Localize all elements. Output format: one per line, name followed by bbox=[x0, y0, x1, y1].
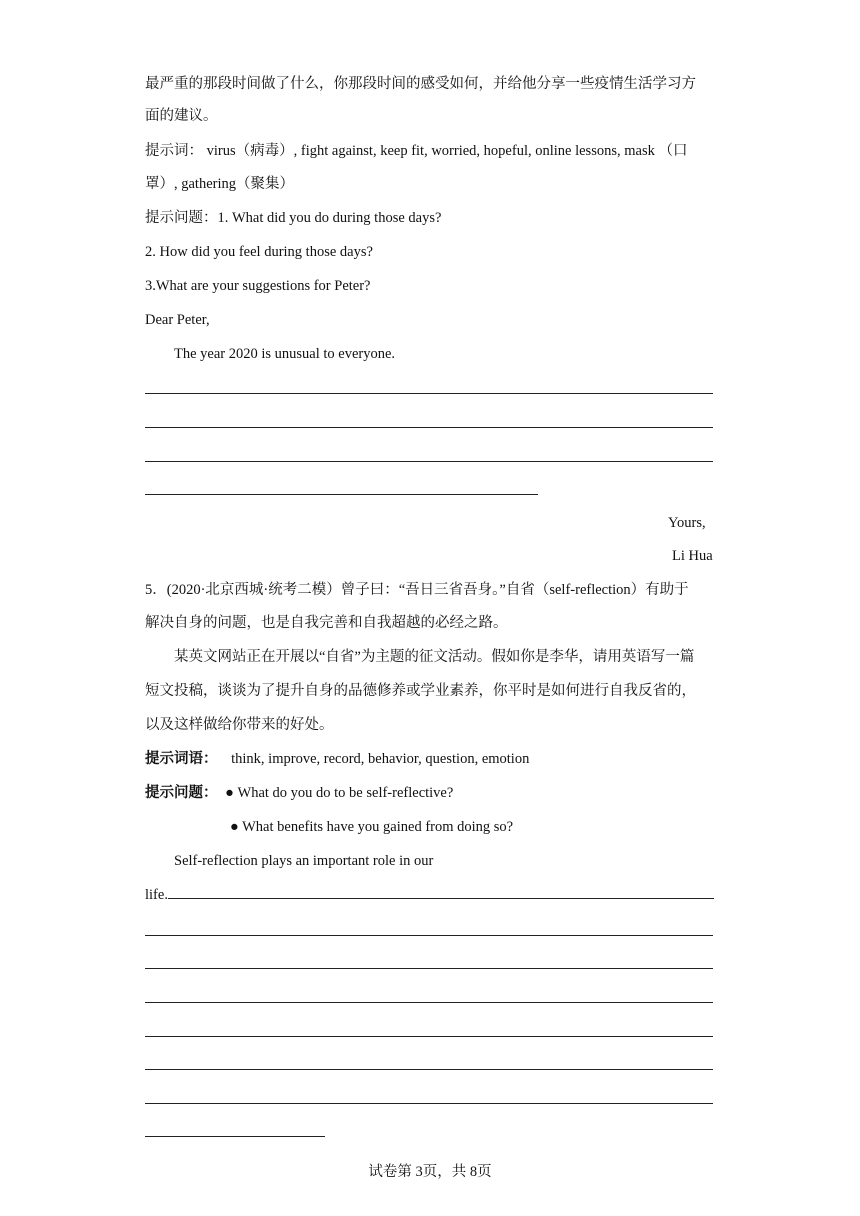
q4-answer-line[interactable] bbox=[145, 427, 713, 428]
q4-intro-line1: 最严重的那段时间做了什么，你那段时间的感受如何，并给他分享一些疫情生活学习方 bbox=[145, 76, 696, 92]
q4-answer-line[interactable] bbox=[145, 393, 713, 394]
q5-answer-line[interactable] bbox=[145, 1002, 713, 1003]
q5-hint-questions-label: 提示问题： bbox=[145, 785, 218, 801]
q5-hint-question-2: ● What benefits have you gained from doing so? bbox=[230, 819, 514, 835]
q5-hint-words-label: 提示词语： bbox=[145, 751, 218, 767]
q4-signature: Li Hua bbox=[672, 548, 713, 564]
q5-answer-line[interactable] bbox=[145, 1136, 325, 1137]
q5-hint-words-row bbox=[145, 749, 529, 769]
q5-answer-line[interactable] bbox=[145, 1103, 713, 1104]
q4-hint-words-line1: 提示词： virus（病毒）, fight against, keep fit, worried, hopeful, online lessons, mask （口 bbox=[145, 143, 688, 159]
q5-header-line2: 解决自身的问题，也是自我完善和自我超越的必经之路。 bbox=[145, 615, 508, 631]
q4-opening-sentence: The year 2020 is unusual to everyone. bbox=[174, 346, 396, 362]
q5-opening-sentence: Self-reflection plays an important role in our bbox=[174, 853, 434, 869]
q4-answer-line[interactable] bbox=[145, 461, 713, 462]
q5-task-line2: 短文投稿，谈谈为了提升自身的品德修养或学业素养，你平时是如何进行自我反省的， bbox=[145, 683, 696, 699]
q5-task-line3: 以及这样做给你带来的好处。 bbox=[145, 717, 334, 733]
q5-opening-continuation-row bbox=[145, 884, 714, 905]
q4-intro-line2: 面的建议。 bbox=[145, 108, 218, 124]
q4-hint-question-3: 3.What are your suggestions for Peter? bbox=[145, 278, 371, 294]
q5-answer-line[interactable] bbox=[145, 1036, 713, 1037]
q5-hint-question-1: ● What do you do to be self-reflective? bbox=[225, 785, 454, 801]
q4-salutation: Dear Peter, bbox=[145, 312, 210, 328]
q5-opening-continuation: life. bbox=[145, 887, 168, 903]
q4-closing: Yours, bbox=[668, 515, 706, 531]
q5-hint-questions-row bbox=[145, 783, 453, 803]
q4-hint-question-2: 2. How did you feel during those days? bbox=[145, 244, 373, 260]
q5-answer-line[interactable] bbox=[145, 935, 713, 936]
q4-hint-question-1: 提示问题：1. What did you do during those days? bbox=[145, 210, 442, 226]
q5-header-line1: 5．(2020·北京西城·统考二模）曾子曰：“吾日三省吾身。”自省（self-reflection）有助于 bbox=[145, 582, 689, 598]
q4-answer-line[interactable] bbox=[145, 494, 538, 495]
q5-answer-line[interactable] bbox=[168, 884, 714, 899]
q4-hint-words-line2: 罩）, gathering（聚集） bbox=[145, 176, 295, 192]
q5-hint-words: think, improve, record, behavior, question, emotion bbox=[231, 751, 530, 767]
page-footer: 试卷第 3页，共 8页 bbox=[368, 1164, 492, 1180]
q5-answer-line[interactable] bbox=[145, 1069, 713, 1070]
q5-answer-line[interactable] bbox=[145, 968, 713, 969]
q5-task-line1: 某英文网站正在开展以“自省”为主题的征文活动。假如你是李华，请用英语写一篇 bbox=[174, 649, 695, 665]
